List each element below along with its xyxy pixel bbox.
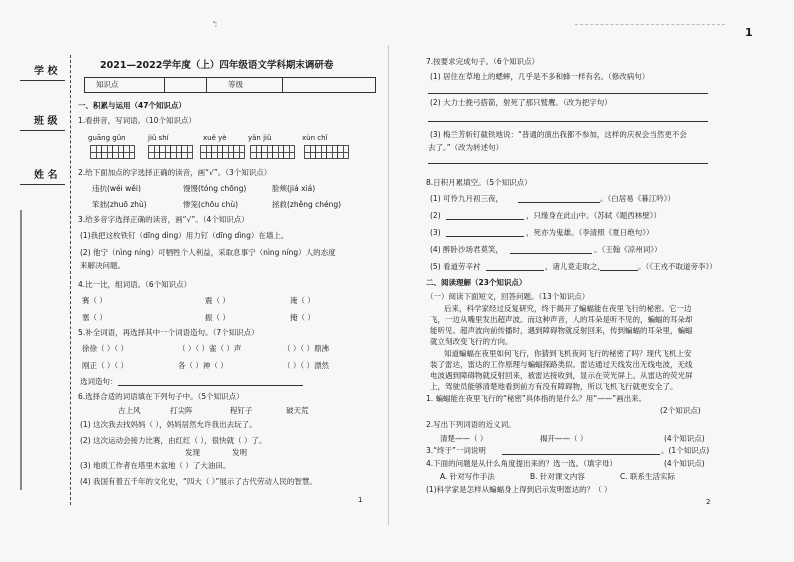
q6-word3: 程钉子 bbox=[230, 406, 253, 415]
rq4-prompt: 4.下面的问题是从什么角度提出来的？选一选。（填字母） bbox=[426, 459, 617, 468]
q6-sentence3[interactable]: (3) 地质工作者在塔里木盆地（ ）了大油田。 bbox=[80, 461, 231, 470]
rq3-answer-line[interactable] bbox=[502, 454, 660, 455]
grade-table-divider3 bbox=[282, 77, 283, 92]
q4-prompt: 4.比一比，组词语。（6个知识点） bbox=[78, 280, 192, 289]
q5-item3[interactable]: （ ）（ ）鼎沸 bbox=[283, 344, 330, 353]
q2-item3[interactable]: 脸颊(jiá xiá) bbox=[272, 184, 316, 193]
exam-title: 2021—2022学年度（上）四年级语文学科期末调研卷 bbox=[100, 60, 334, 71]
class-label: 班 级 bbox=[34, 116, 58, 127]
q6-word4: 破天荒 bbox=[286, 406, 309, 415]
q3-prompt: 3.给多音字选择正确的读音，画“√”。（4个知识点） bbox=[78, 215, 249, 224]
q6-sentence1[interactable]: (1) 这次我去找妈妈（ ），妈妈居然允许我出去玩了。 bbox=[80, 420, 257, 429]
q8-line3-end: ，死亦为鬼雄。（李清照《夏日绝句》） bbox=[526, 228, 654, 237]
q6-sentence2[interactable]: (2) 这次运动会接力比赛，由红红（ ），很快就（ ）了。 bbox=[80, 436, 267, 445]
reading1-heading: （一）阅读下面短文，回答问题。（13个知识点） bbox=[426, 292, 590, 301]
q8-blank5a[interactable] bbox=[486, 270, 544, 271]
q6-word5: 发现 bbox=[185, 448, 200, 457]
school-label: 学 校 bbox=[34, 66, 58, 77]
top-left-mark: '∶ bbox=[213, 20, 218, 29]
q4-item4[interactable]: 塞（ ） bbox=[82, 313, 107, 322]
page-number-1: 1 bbox=[358, 496, 363, 504]
rq4-option-a: A. 针对写作手法 bbox=[440, 472, 495, 481]
q7-answer-line1[interactable] bbox=[428, 93, 708, 94]
q5-item5[interactable]: 各（ ）神（ ） bbox=[178, 361, 228, 370]
q5-item1[interactable]: 徐徐（ ）（ ） bbox=[82, 344, 129, 353]
q6-word2: 打尖阵 bbox=[170, 406, 193, 415]
passage-line6: 装了雷达，雷达的工作原理与蝙蝠探路类似。雷达通过天线发出无线电波，无线 bbox=[430, 360, 693, 369]
q3-sentence2[interactable]: (2) 他宁（nìng níng）可牺牲个人利益，采取息事宁（nìng níng）人的态度 bbox=[80, 248, 336, 257]
pinyin-3: xuě yè bbox=[203, 134, 227, 142]
q6-sentence4[interactable]: (4) 我国有着五千年的文化史，“四大（ ）”展示了古代劳动人民的智慧。 bbox=[80, 477, 317, 486]
passage-line5: 知道蝙蝠在夜里如何飞行，你猜到飞机夜间飞行的秘密了吗？现代飞机上安 bbox=[444, 349, 692, 358]
q6-word1: 古上风 bbox=[118, 406, 141, 415]
q7-sentence1: (1) 居住在草地上的蟋蟀，几乎是不多和蜂一样有名。（修改病句） bbox=[430, 72, 650, 81]
q2-item1[interactable]: 违抗(wéi wěi) bbox=[92, 184, 141, 193]
passage-line7: 电波遇到障碍物就反射回来，被雷达接收到，显示在荧光屏上。从雷达的荧光屏 bbox=[430, 371, 693, 380]
q2-item2[interactable]: 馒馒(tóng chōng) bbox=[183, 184, 247, 193]
q4-item5[interactable]: 振（ ） bbox=[205, 313, 230, 322]
q8-blank5b[interactable] bbox=[600, 270, 638, 271]
q8-line4-end: 。（王翰《凉州词》） bbox=[594, 245, 662, 254]
q3-sentence1[interactable]: (1)我把这枚铁钉（dīng dìng）用力钉（dīng dìng）在墙上。 bbox=[80, 231, 289, 240]
q8-line5-mid: ，诸儿竟走取之， bbox=[545, 262, 605, 271]
rq4-question1[interactable]: (1)科学家是怎样从蝙蝠身上得到启示发明雷达的？（ ） bbox=[426, 485, 612, 494]
q8-line2-start: (2) bbox=[430, 211, 441, 220]
q7-answer-line2[interactable] bbox=[428, 121, 708, 122]
rq3-score: 。(1个知识点) bbox=[661, 446, 710, 455]
rq2-score: (4个知识点) bbox=[664, 434, 705, 443]
binding-edge bbox=[20, 210, 22, 490]
class-fill-line[interactable] bbox=[20, 130, 65, 131]
q7-sentence3: (3) 梅兰芳斩钉截铁地说：“普通的演出我都不参加，这样的庆祝会当然更不会 bbox=[430, 130, 687, 139]
pinyin-1: guāng gǔn bbox=[88, 134, 126, 142]
name-label: 姓 名 bbox=[34, 170, 58, 181]
q4-item2[interactable]: 震（ ） bbox=[205, 296, 230, 305]
q4-item6[interactable]: 掩（ ） bbox=[290, 313, 315, 322]
binding-dash-line bbox=[70, 55, 71, 505]
q8-line5-start: (5) 看道劳辛衬 bbox=[430, 262, 481, 271]
q5-answer-line[interactable] bbox=[118, 385, 303, 386]
pinyin-2: jiǔ shí bbox=[148, 134, 169, 142]
q2-prompt: 2.给下面加点的字选择正确的读音，画“√”。（3个知识点） bbox=[78, 168, 272, 177]
q8-line3-start: (3) bbox=[430, 228, 441, 237]
q8-prompt: 8.日积月累填空。（5个知识点） bbox=[426, 178, 532, 187]
rq2-item1[interactable]: 清楚——（ ） bbox=[440, 434, 488, 443]
rq4-option-c: C. 联系生活实际 bbox=[620, 472, 676, 481]
table-knowledge-label: 知识点 bbox=[96, 80, 119, 89]
passage-line1: 后来，科学家经过反复研究，终于揭开了蝙蝠能在夜里飞行的秘密。它一边 bbox=[444, 304, 692, 313]
passage-line2: 飞，一边从嘴里发出超声波。而这种声音，人的耳朵是听不见的，蝙蝠的耳朵却 bbox=[430, 315, 693, 324]
grade-table-divider2 bbox=[206, 77, 207, 92]
table-grade-label: 等级 bbox=[228, 80, 243, 89]
q2-item5[interactable]: 惨笼(chōu chù) bbox=[183, 200, 239, 209]
passage-line3: 能听见。超声波向前传播时，遇到障碍物就反射回来，传到蝙蝠的耳朵里，蝙蝠 bbox=[430, 326, 693, 335]
top-right-mark: 1 bbox=[745, 26, 753, 39]
center-fold bbox=[388, 45, 389, 525]
name-fill-line[interactable] bbox=[20, 184, 65, 185]
section1-heading: 一、积累与运用（47个知识点） bbox=[78, 101, 186, 110]
q7-sentence2: (2) 大力士挽弓搭箭，射死了那只鹫鹰。（改为把字句） bbox=[430, 98, 612, 107]
school-fill-line[interactable] bbox=[20, 80, 65, 81]
rq4-option-b: B. 针对课文内容 bbox=[530, 472, 585, 481]
q4-item3[interactable]: 淹（ ） bbox=[290, 296, 315, 305]
q2-item6[interactable]: 拯救(zhěng chéng) bbox=[272, 200, 342, 209]
pinyin-4: yǎn jiǔ bbox=[248, 134, 272, 142]
q8-line4-start: (4) 醉卧沙场君莫笑， bbox=[430, 245, 504, 254]
q8-blank4[interactable] bbox=[510, 253, 592, 254]
grade-table-divider1 bbox=[164, 77, 165, 92]
rq4-score: (4个知识点) bbox=[664, 459, 705, 468]
top-scan-mark bbox=[575, 24, 725, 25]
q8-line1-start: (1) 可怜九月初三夜， bbox=[430, 194, 504, 203]
q8-blank1[interactable] bbox=[518, 202, 600, 203]
pinyin-5: xùn chǐ bbox=[302, 134, 328, 142]
q8-blank3[interactable] bbox=[446, 236, 524, 237]
q2-item4[interactable]: 笨拙(zhuō zhù) bbox=[92, 200, 147, 209]
passage-line4: 就立刻改变飞行的方向。 bbox=[430, 337, 513, 346]
rq1-score: (2个知识点) bbox=[660, 406, 701, 415]
q7-sentence3-cont: 去了。”（改为转述句） bbox=[428, 143, 504, 152]
q6-prompt: 6.选择合适的词语填在下列句子中。（5个知识点） bbox=[78, 392, 244, 401]
q5-item2[interactable]: （ ）（ ）雀（ ）声 bbox=[178, 344, 242, 353]
rq3-prompt: 3.“终于”一词说明 bbox=[426, 446, 486, 455]
rq1-prompt: 1. 蝙蝠能在夜里飞行的“秘密”具体指的是什么？用“——”画出来。 bbox=[426, 394, 647, 403]
q7-prompt: 7.按要求完成句子。（6个知识点） bbox=[426, 57, 540, 66]
q5-prompt: 5.补全词语，再选择其中一个词语造句。（7个知识点） bbox=[78, 328, 259, 337]
q8-line1-end: 。（白居易《暮江吟》） bbox=[600, 194, 675, 203]
q3-sentence2-cont: 来解决问题。 bbox=[80, 261, 125, 270]
rq2-prompt: 2.写出下列词语的近义词。 bbox=[426, 420, 516, 429]
passage-line8: 上，驾驶员能够清楚地看到前方有没有障碍物，所以飞机飞行就更安全了。 bbox=[430, 382, 678, 391]
q5-item4[interactable]: 刚正（ ）（ ） bbox=[82, 361, 129, 370]
rq2-item2[interactable]: 揭开——（ ） bbox=[540, 434, 588, 443]
q8-line5-end: 。（《王戎不取道旁李》） bbox=[638, 262, 717, 271]
q8-line2-end: ，只缘身在此山中。（苏轼《题西林壁》） bbox=[526, 211, 661, 220]
q5-sentence-label: 选词造句： bbox=[80, 377, 118, 386]
q8-blank2[interactable] bbox=[446, 219, 524, 220]
section2-heading: 二、阅读理解（23个知识点） bbox=[426, 278, 527, 287]
page-number-2: 2 bbox=[706, 498, 711, 506]
q4-item1[interactable]: 赛（ ） bbox=[82, 296, 107, 305]
q1-prompt: 1.看拼音，写词语。（10个知识点） bbox=[78, 116, 196, 125]
q7-answer-line3[interactable] bbox=[428, 163, 708, 164]
q5-item6[interactable]: （ ）（ ）漂然 bbox=[283, 361, 330, 370]
q6-word6: 发明 bbox=[232, 448, 247, 457]
